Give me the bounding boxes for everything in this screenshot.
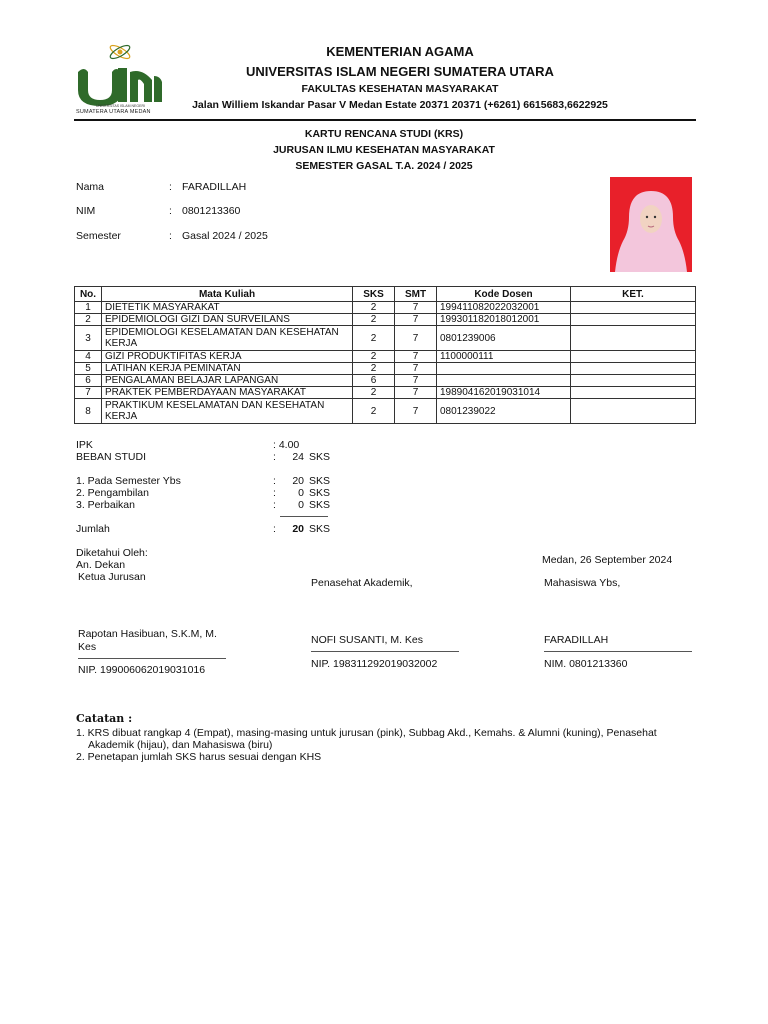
nim-label: NIM <box>76 205 96 217</box>
cell-notes <box>571 375 696 387</box>
an-dekan-label: An. Dekan <box>76 559 126 571</box>
student-photo <box>610 177 692 272</box>
col-header-smt: SMT <box>395 287 437 302</box>
cell-course: DIETETIK MASYARAKAT <box>102 302 353 314</box>
name-label: Nama <box>76 181 105 193</box>
advisor-name: NOFI SUSANTI, M. Kes <box>311 634 424 646</box>
cell-smt: 7 <box>395 363 437 375</box>
semester-colon: : <box>169 230 172 242</box>
table-row <box>75 399 696 424</box>
head-signature-line <box>78 658 226 659</box>
note-item-1: 1. KRS dibuat rangkap 4 (Empat), masing-masing untuk jurusan (pink), Subbag Akd., Kemahs. & Alumni (kuning), Penasehat Akademik (hijau), dan Mahasiswa (biru) <box>76 727 657 751</box>
col-header-no: No. <box>75 287 102 302</box>
cell-notes <box>571 387 696 399</box>
doc-semester: SEMESTER GASAL T.A. 2024 / 2025 <box>295 160 473 172</box>
beban-colon: : <box>273 451 276 463</box>
cell-sks: 6 <box>353 375 395 387</box>
cell-notes <box>571 399 696 424</box>
cell-sks: 2 <box>353 387 395 399</box>
student-signature-line <box>544 651 692 652</box>
col-header-sks: SKS <box>353 287 395 302</box>
col-header-lecturer-code: Kode Dosen <box>437 287 571 302</box>
beban-unit: SKS <box>309 451 331 463</box>
cell-no: 2 <box>75 314 102 326</box>
prev-unit: SKS <box>309 475 331 487</box>
repair-label: 3. Perbaikan <box>76 499 135 511</box>
repair-value: 0 <box>298 499 304 511</box>
beban-value: 24 <box>292 451 304 463</box>
cell-lecturer-code: 199411082022032001 <box>437 302 571 314</box>
total-value: 20 <box>292 523 304 535</box>
header-ministry: KEMENTERIAN AGAMA <box>326 44 474 59</box>
taking-unit: SKS <box>309 487 331 499</box>
student-sign-name: FARADILLAH <box>544 634 609 646</box>
cell-sks: 2 <box>353 351 395 363</box>
cell-no: 3 <box>75 326 102 351</box>
prev-semester-label: 1. Pada Semester Ybs <box>76 475 181 487</box>
table-row <box>75 363 696 375</box>
cell-course: PRAKTEK PEMBERDAYAAN MASYARAKAT <box>102 387 353 399</box>
cell-smt: 7 <box>395 399 437 424</box>
cell-course: PRAKTIKUM KESELAMATAN DAN KESEHATAN KERJA <box>102 399 353 424</box>
logo-caption-bottom: SUMATERA UTARA MEDAN <box>76 109 151 115</box>
cell-sks: 2 <box>353 302 395 314</box>
cell-smt: 7 <box>395 302 437 314</box>
col-header-notes: KET. <box>571 287 696 302</box>
advisor-nip: NIP. 198311292019032002 <box>311 658 438 670</box>
cell-sks: 2 <box>353 314 395 326</box>
student-semester: Gasal 2024 / 2025 <box>182 230 268 242</box>
sum-divider <box>280 516 328 517</box>
cell-smt: 7 <box>395 387 437 399</box>
logo-caption-top: UNIVERSITAS ISLAM NEGERI <box>96 104 145 108</box>
cell-course: PENGALAMAN BELAJAR LAPANGAN <box>102 375 353 387</box>
name-colon: : <box>169 181 172 193</box>
student-nim: 0801213360 <box>182 205 241 217</box>
repair-unit: SKS <box>309 499 331 511</box>
table-row <box>75 314 696 326</box>
cell-no: 7 <box>75 387 102 399</box>
table-row <box>75 387 696 399</box>
table-row <box>75 351 696 363</box>
cell-lecturer-code: 199301182018012001 <box>437 314 571 326</box>
cell-smt: 7 <box>395 375 437 387</box>
advisor-signature-line <box>311 651 459 652</box>
prev-semester-value: 20 <box>292 475 304 487</box>
total-colon: : <box>273 523 276 535</box>
doc-title: KARTU RENCANA STUDI (KRS) <box>304 128 464 140</box>
repair-colon: : <box>273 499 276 511</box>
total-label: Jumlah <box>76 523 110 535</box>
cell-course: LATIHAN KERJA PEMINATAN <box>102 363 353 375</box>
total-unit: SKS <box>309 523 331 535</box>
ipk-value: : 4.00 <box>273 439 300 451</box>
cell-smt: 7 <box>395 351 437 363</box>
cell-no: 6 <box>75 375 102 387</box>
cell-smt: 7 <box>395 314 437 326</box>
header-university: UNIVERSITAS ISLAM NEGERI SUMATERA UTARA <box>246 64 554 79</box>
cell-notes <box>571 326 696 351</box>
taking-colon: : <box>273 487 276 499</box>
cell-no: 5 <box>75 363 102 375</box>
cell-course: GIZI PRODUKTIFITAS KERJA <box>102 351 353 363</box>
cell-notes <box>571 351 696 363</box>
krs-table <box>74 286 696 424</box>
header-divider <box>74 119 696 121</box>
cell-lecturer-code: 1100000111 <box>437 351 571 363</box>
known-by-label: Diketahui Oleh: <box>76 547 148 559</box>
table-header-row <box>75 287 696 302</box>
header-address: Jalan Williem Iskandar Pasar V Medan Estate 20371 20371 (+6261) 6615683,6622925 <box>192 99 608 111</box>
cell-lecturer-code <box>437 363 571 375</box>
cell-no: 4 <box>75 351 102 363</box>
nim-colon: : <box>169 205 172 217</box>
cell-no: 1 <box>75 302 102 314</box>
cell-lecturer-code: 0801239006 <box>437 326 571 351</box>
cell-course: EPIDEMIOLOGI GIZI DAN SURVEILANS <box>102 314 353 326</box>
table-row <box>75 302 696 314</box>
place-date: Medan, 26 September 2024 <box>542 554 673 566</box>
table-row <box>75 326 696 351</box>
cell-sks: 2 <box>353 399 395 424</box>
semester-label: Semester <box>76 230 121 242</box>
notes-title: Catatan : <box>76 712 133 725</box>
header-faculty: FAKULTAS KESEHATAN MASYARAKAT <box>301 83 499 95</box>
head-title: Ketua Jurusan <box>78 571 146 583</box>
col-header-course: Mata Kuliah <box>102 287 353 302</box>
prev-colon: : <box>273 475 276 487</box>
cell-sks: 2 <box>353 326 395 351</box>
cell-smt: 7 <box>395 326 437 351</box>
cell-sks: 2 <box>353 363 395 375</box>
cell-notes <box>571 314 696 326</box>
student-sign-nim: NIM. 0801213360 <box>544 658 628 670</box>
cell-lecturer-code: 198904162019031014 <box>437 387 571 399</box>
table-row <box>75 375 696 387</box>
advisor-title: Penasehat Akademik, <box>311 577 413 589</box>
cell-course: EPIDEMIOLOGI KESELAMATAN DAN KESEHATAN KERJA <box>102 326 353 351</box>
taking-label: 2. Pengambilan <box>76 487 149 499</box>
doc-department: JURUSAN ILMU KESEHATAN MASYARAKAT <box>273 144 495 156</box>
cell-lecturer-code: 0801239022 <box>437 399 571 424</box>
cell-notes <box>571 302 696 314</box>
ipk-label: IPK <box>76 439 93 451</box>
head-name: Rapotan Hasibuan, S.K.M, M. Kes <box>78 628 217 653</box>
student-sign-title: Mahasiswa Ybs, <box>544 577 621 589</box>
cell-notes <box>571 363 696 375</box>
cell-no: 8 <box>75 399 102 424</box>
beban-label: BEBAN STUDI <box>76 451 147 463</box>
head-nip: NIP. 199006062019031016 <box>78 664 206 676</box>
student-name: FARADILLAH <box>182 181 247 193</box>
cell-lecturer-code <box>437 375 571 387</box>
taking-value: 0 <box>298 487 304 499</box>
note-item-2: 2. Penetapan jumlah SKS harus sesuai dengan KHS <box>76 751 322 763</box>
